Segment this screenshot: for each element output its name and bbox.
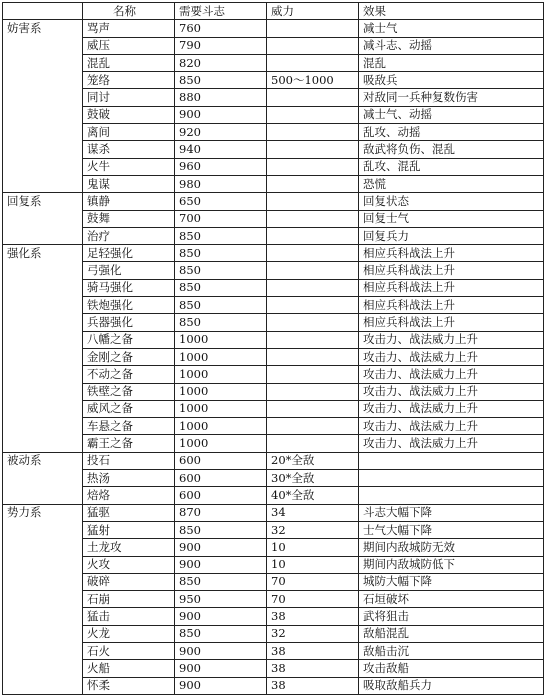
effect-cell: 减斗志、动摇: [359, 37, 544, 54]
category-cell: [3, 227, 83, 244]
effect-cell: 乱攻、混乱: [359, 158, 544, 175]
power-cell: [267, 297, 359, 314]
category-cell: [3, 141, 83, 158]
cost-cell: 940: [175, 141, 267, 158]
effect-cell: 乱攻、动摇: [359, 124, 544, 141]
cost-cell: 1000: [175, 435, 267, 452]
name-cell: 石崩: [83, 591, 175, 608]
effect-cell: 敌船击沉: [359, 642, 544, 659]
name-cell: 猛射: [83, 521, 175, 538]
effect-cell: 石垣破坏: [359, 591, 544, 608]
power-cell: 40*全敌: [267, 487, 359, 504]
effect-cell: 吸取敌船兵力: [359, 677, 544, 694]
power-cell: [267, 193, 359, 210]
power-cell: 38: [267, 642, 359, 659]
effect-cell: 敌武将负伤、混乱: [359, 141, 544, 158]
cost-cell: 790: [175, 37, 267, 54]
cost-cell: 900: [175, 106, 267, 123]
effect-cell: 城防大幅下降: [359, 573, 544, 590]
name-cell: 八幡之备: [83, 331, 175, 348]
category-cell: [3, 210, 83, 227]
effect-cell: 期间内敌城防低下: [359, 556, 544, 573]
power-cell: [267, 124, 359, 141]
power-cell: 38: [267, 608, 359, 625]
effect-cell: 攻击敌船: [359, 660, 544, 677]
effect-cell: 攻击力、战法威力上升: [359, 366, 544, 383]
cost-cell: 900: [175, 539, 267, 556]
category-cell: [3, 642, 83, 659]
table-row: [3, 279, 544, 296]
name-cell: 怀柔: [83, 677, 175, 694]
power-cell: [267, 37, 359, 54]
table-row: [3, 158, 544, 175]
cost-cell: 600: [175, 470, 267, 487]
name-cell: 车悬之备: [83, 418, 175, 435]
effect-cell: 期间内敌城防无效: [359, 539, 544, 556]
category-cell: [3, 608, 83, 625]
power-cell: 10: [267, 556, 359, 573]
name-cell: 霸王之备: [83, 435, 175, 452]
effect-cell: 回复兵力: [359, 227, 544, 244]
name-cell: 谋杀: [83, 141, 175, 158]
power-cell: [267, 314, 359, 331]
power-cell: [267, 210, 359, 227]
effect-cell: 对敌同一兵种复数伤害: [359, 89, 544, 106]
power-cell: 30*全敌: [267, 470, 359, 487]
cost-cell: 980: [175, 175, 267, 192]
name-cell: 镇静: [83, 193, 175, 210]
cost-cell: 1000: [175, 400, 267, 417]
cost-cell: 650: [175, 193, 267, 210]
cost-cell: 850: [175, 262, 267, 279]
name-cell: 焙烙: [83, 487, 175, 504]
name-cell: 猛驱: [83, 504, 175, 521]
table-row: [3, 54, 544, 71]
cost-cell: 900: [175, 642, 267, 659]
cost-cell: 850: [175, 297, 267, 314]
table-row: [3, 383, 544, 400]
power-cell: [267, 435, 359, 452]
table-row: [3, 521, 544, 538]
table-row: [3, 297, 544, 314]
table-row: [3, 262, 544, 279]
cost-cell: 760: [175, 20, 267, 37]
power-cell: [267, 54, 359, 71]
name-cell: 笼络: [83, 72, 175, 89]
category-cell: [3, 487, 83, 504]
header-power: 威力: [267, 3, 359, 20]
power-cell: [267, 400, 359, 417]
cost-cell: 820: [175, 54, 267, 71]
name-cell: 离间: [83, 124, 175, 141]
table-row: [3, 331, 544, 348]
effect-cell: 回复士气: [359, 210, 544, 227]
name-cell: 治疗: [83, 227, 175, 244]
effect-cell: 攻击力、战法威力上升: [359, 383, 544, 400]
category-cell: [3, 331, 83, 348]
header-row: [3, 3, 544, 20]
name-cell: 骂声: [83, 20, 175, 37]
table-row: [3, 106, 544, 123]
category-cell: [3, 279, 83, 296]
cost-cell: 880: [175, 89, 267, 106]
cost-cell: 960: [175, 158, 267, 175]
name-cell: 骑马强化: [83, 279, 175, 296]
name-cell: 鼓破: [83, 106, 175, 123]
category-cell: [3, 175, 83, 192]
table-row: [3, 245, 544, 262]
cost-cell: 900: [175, 556, 267, 573]
category-cell: [3, 297, 83, 314]
name-cell: 鬼谋: [83, 175, 175, 192]
category-cell: [3, 348, 83, 365]
power-cell: [267, 158, 359, 175]
category-cell: [3, 106, 83, 123]
category-cell: 妨害系: [3, 20, 83, 37]
power-cell: 32: [267, 625, 359, 642]
cost-cell: 900: [175, 660, 267, 677]
name-cell: 威风之备: [83, 400, 175, 417]
name-cell: 同讨: [83, 89, 175, 106]
category-cell: [3, 37, 83, 54]
effect-cell: 相应兵科战法上升: [359, 245, 544, 262]
header-cost: 需要斗志: [175, 3, 267, 20]
table-row: [3, 452, 544, 469]
name-cell: 不动之备: [83, 366, 175, 383]
table-row: [3, 314, 544, 331]
power-cell: [267, 227, 359, 244]
effect-cell: 士气大幅下降: [359, 521, 544, 538]
cost-cell: 600: [175, 487, 267, 504]
cost-cell: 850: [175, 245, 267, 262]
cost-cell: 850: [175, 625, 267, 642]
category-cell: [3, 400, 83, 417]
table-row: [3, 89, 544, 106]
name-cell: 混乱: [83, 54, 175, 71]
cost-cell: 950: [175, 591, 267, 608]
cost-cell: 850: [175, 72, 267, 89]
power-cell: 70: [267, 573, 359, 590]
power-cell: [267, 366, 359, 383]
category-cell: [3, 72, 83, 89]
header-category: [3, 3, 83, 20]
table-row: [3, 400, 544, 417]
table-row: [3, 124, 544, 141]
table-row: [3, 72, 544, 89]
table-row: [3, 37, 544, 54]
category-cell: [3, 677, 83, 694]
power-cell: [267, 348, 359, 365]
table-row: [3, 660, 544, 677]
name-cell: 火龙: [83, 625, 175, 642]
effect-cell: 相应兵科战法上升: [359, 279, 544, 296]
name-cell: 热汤: [83, 470, 175, 487]
effect-cell: 减士气: [359, 20, 544, 37]
effect-cell: 相应兵科战法上升: [359, 314, 544, 331]
table-row: [3, 175, 544, 192]
power-cell: 38: [267, 660, 359, 677]
power-cell: [267, 141, 359, 158]
name-cell: 火牛: [83, 158, 175, 175]
category-cell: [3, 418, 83, 435]
category-cell: [3, 556, 83, 573]
table-row: [3, 141, 544, 158]
power-cell: [267, 175, 359, 192]
category-cell: [3, 262, 83, 279]
cost-cell: 1000: [175, 418, 267, 435]
effect-cell: 相应兵科战法上升: [359, 262, 544, 279]
effect-cell: 攻击力、战法威力上升: [359, 418, 544, 435]
power-cell: 500～1000: [267, 72, 359, 89]
category-cell: [3, 539, 83, 556]
cost-cell: 900: [175, 608, 267, 625]
cost-cell: 700: [175, 210, 267, 227]
category-cell: [3, 383, 83, 400]
effect-cell: 恐慌: [359, 175, 544, 192]
table-row: [3, 539, 544, 556]
name-cell: 火船: [83, 660, 175, 677]
category-cell: 回复系: [3, 193, 83, 210]
header-name: 名称: [83, 3, 175, 20]
name-cell: 破碎: [83, 573, 175, 590]
category-cell: 被动系: [3, 452, 83, 469]
name-cell: 兵器强化: [83, 314, 175, 331]
cost-cell: 850: [175, 521, 267, 538]
power-cell: 70: [267, 591, 359, 608]
name-cell: 铁壁之备: [83, 383, 175, 400]
category-cell: [3, 591, 83, 608]
power-cell: 20*全敌: [267, 452, 359, 469]
category-cell: 势力系: [3, 504, 83, 521]
cost-cell: 920: [175, 124, 267, 141]
table-row: [3, 642, 544, 659]
effect-cell: 减士气、动摇: [359, 106, 544, 123]
category-cell: [3, 124, 83, 141]
name-cell: 铁炮强化: [83, 297, 175, 314]
cost-cell: 850: [175, 279, 267, 296]
category-cell: [3, 625, 83, 642]
category-cell: [3, 660, 83, 677]
header-effect: 效果: [359, 3, 544, 20]
tactics-table-container: [2, 2, 543, 693]
effect-cell: [359, 452, 544, 469]
power-cell: [267, 418, 359, 435]
table-row: [3, 556, 544, 573]
name-cell: 弓强化: [83, 262, 175, 279]
category-cell: [3, 89, 83, 106]
table-row: [3, 20, 544, 37]
power-cell: [267, 383, 359, 400]
category-cell: [3, 314, 83, 331]
power-cell: [267, 20, 359, 37]
power-cell: 38: [267, 677, 359, 694]
effect-cell: [359, 470, 544, 487]
category-cell: [3, 521, 83, 538]
effect-cell: 攻击力、战法威力上升: [359, 348, 544, 365]
effect-cell: 敌船混乱: [359, 625, 544, 642]
name-cell: 威压: [83, 37, 175, 54]
effect-cell: 回复状态: [359, 193, 544, 210]
table-row: [3, 608, 544, 625]
power-cell: [267, 262, 359, 279]
name-cell: 足轻强化: [83, 245, 175, 262]
table-row: [3, 193, 544, 210]
effect-cell: 攻击力、战法威力上升: [359, 400, 544, 417]
power-cell: 34: [267, 504, 359, 521]
table-row: [3, 487, 544, 504]
power-cell: [267, 245, 359, 262]
power-cell: [267, 331, 359, 348]
category-cell: [3, 470, 83, 487]
category-cell: [3, 158, 83, 175]
name-cell: 金刚之备: [83, 348, 175, 365]
name-cell: 投石: [83, 452, 175, 469]
category-cell: [3, 366, 83, 383]
table-row: [3, 435, 544, 452]
name-cell: 鼓舞: [83, 210, 175, 227]
table-row: [3, 470, 544, 487]
effect-cell: 相应兵科战法上升: [359, 297, 544, 314]
table-row: [3, 210, 544, 227]
effect-cell: 吸敌兵: [359, 72, 544, 89]
category-cell: 强化系: [3, 245, 83, 262]
cost-cell: 870: [175, 504, 267, 521]
category-cell: [3, 54, 83, 71]
table-row: [3, 625, 544, 642]
cost-cell: 1000: [175, 383, 267, 400]
category-cell: [3, 435, 83, 452]
power-cell: 32: [267, 521, 359, 538]
table-row: [3, 573, 544, 590]
power-cell: [267, 106, 359, 123]
category-cell: [3, 573, 83, 590]
cost-cell: 900: [175, 677, 267, 694]
table-row: [3, 504, 544, 521]
power-cell: [267, 279, 359, 296]
power-cell: [267, 89, 359, 106]
table-row: [3, 227, 544, 244]
effect-cell: 攻击力、战法威力上升: [359, 435, 544, 452]
effect-cell: [359, 487, 544, 504]
cost-cell: 850: [175, 314, 267, 331]
name-cell: 石火: [83, 642, 175, 659]
table-row: [3, 677, 544, 694]
cost-cell: 1000: [175, 331, 267, 348]
name-cell: 土龙攻: [83, 539, 175, 556]
effect-cell: 混乱: [359, 54, 544, 71]
name-cell: 猛击: [83, 608, 175, 625]
power-cell: 10: [267, 539, 359, 556]
table-row: [3, 591, 544, 608]
tactics-table: [2, 2, 544, 695]
table-row: [3, 366, 544, 383]
cost-cell: 850: [175, 573, 267, 590]
cost-cell: 1000: [175, 366, 267, 383]
effect-cell: 攻击力、战法威力上升: [359, 331, 544, 348]
table-row: [3, 348, 544, 365]
table-row: [3, 418, 544, 435]
cost-cell: 850: [175, 227, 267, 244]
cost-cell: 1000: [175, 348, 267, 365]
effect-cell: 斗志大幅下降: [359, 504, 544, 521]
effect-cell: 武将狙击: [359, 608, 544, 625]
name-cell: 火攻: [83, 556, 175, 573]
cost-cell: 600: [175, 452, 267, 469]
